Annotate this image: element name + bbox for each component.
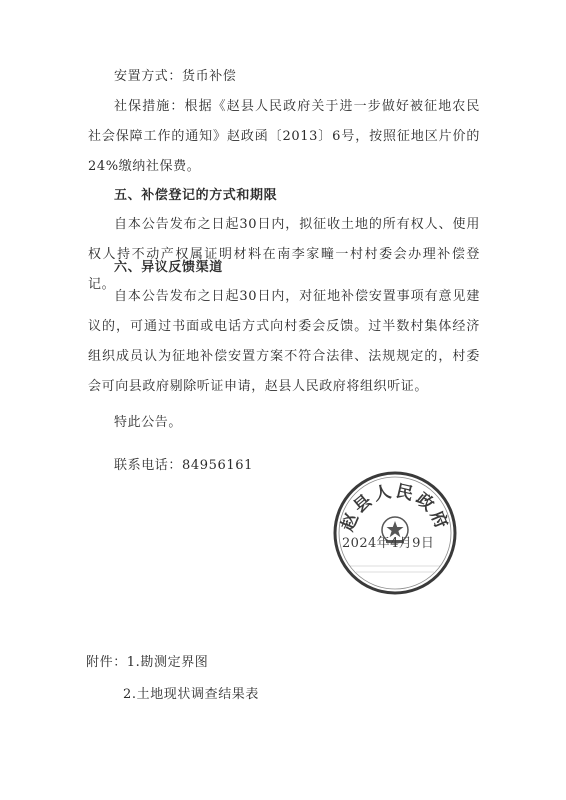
feedback-paragraph: 自本公告发布之日起30日内，对征地补偿安置事项有意见建议的，可通过书面或电话方式向村委会反馈。过半数村集体经济组织成员认为征地补偿安置方案不符合法律、法规规定的，村委会可向县政府剔除听证申请，赵县人民政府将组织听证。 [88,289,480,394]
attachment-item-2: 2.土地现状调查结果表 [123,687,260,702]
contact-phone: 联系电话：84956161 [114,458,253,473]
signing-date: 2024年4月9日 [342,536,435,551]
svg-text:赵县人民政府: 赵县人民政府 [337,481,453,535]
section-5-heading: 五、补偿登记的方式和期限 [114,188,278,203]
social-security-measures: 社保措施：根据《赵县人民政府关于进一步做好被征地农民社会保障工作的通知》赵政函〔2013〕6号，按照征地区片价的24%缴纳社保费。 [88,99,480,174]
section-6-heading: 六、异议反馈渠道 [114,260,223,275]
placement-method: 安置方式：货币补偿 [114,69,237,84]
registration-paragraph: 自本公告发布之日起30日内，拟征收土地的所有权人、使用权人持不动产权属证明材料在南李家疃一村村委会办理补偿登记。 [88,217,480,292]
attachments-label: 附件：1.勘测定界图 [86,655,209,670]
closing-text: 特此公告。 [114,415,183,430]
